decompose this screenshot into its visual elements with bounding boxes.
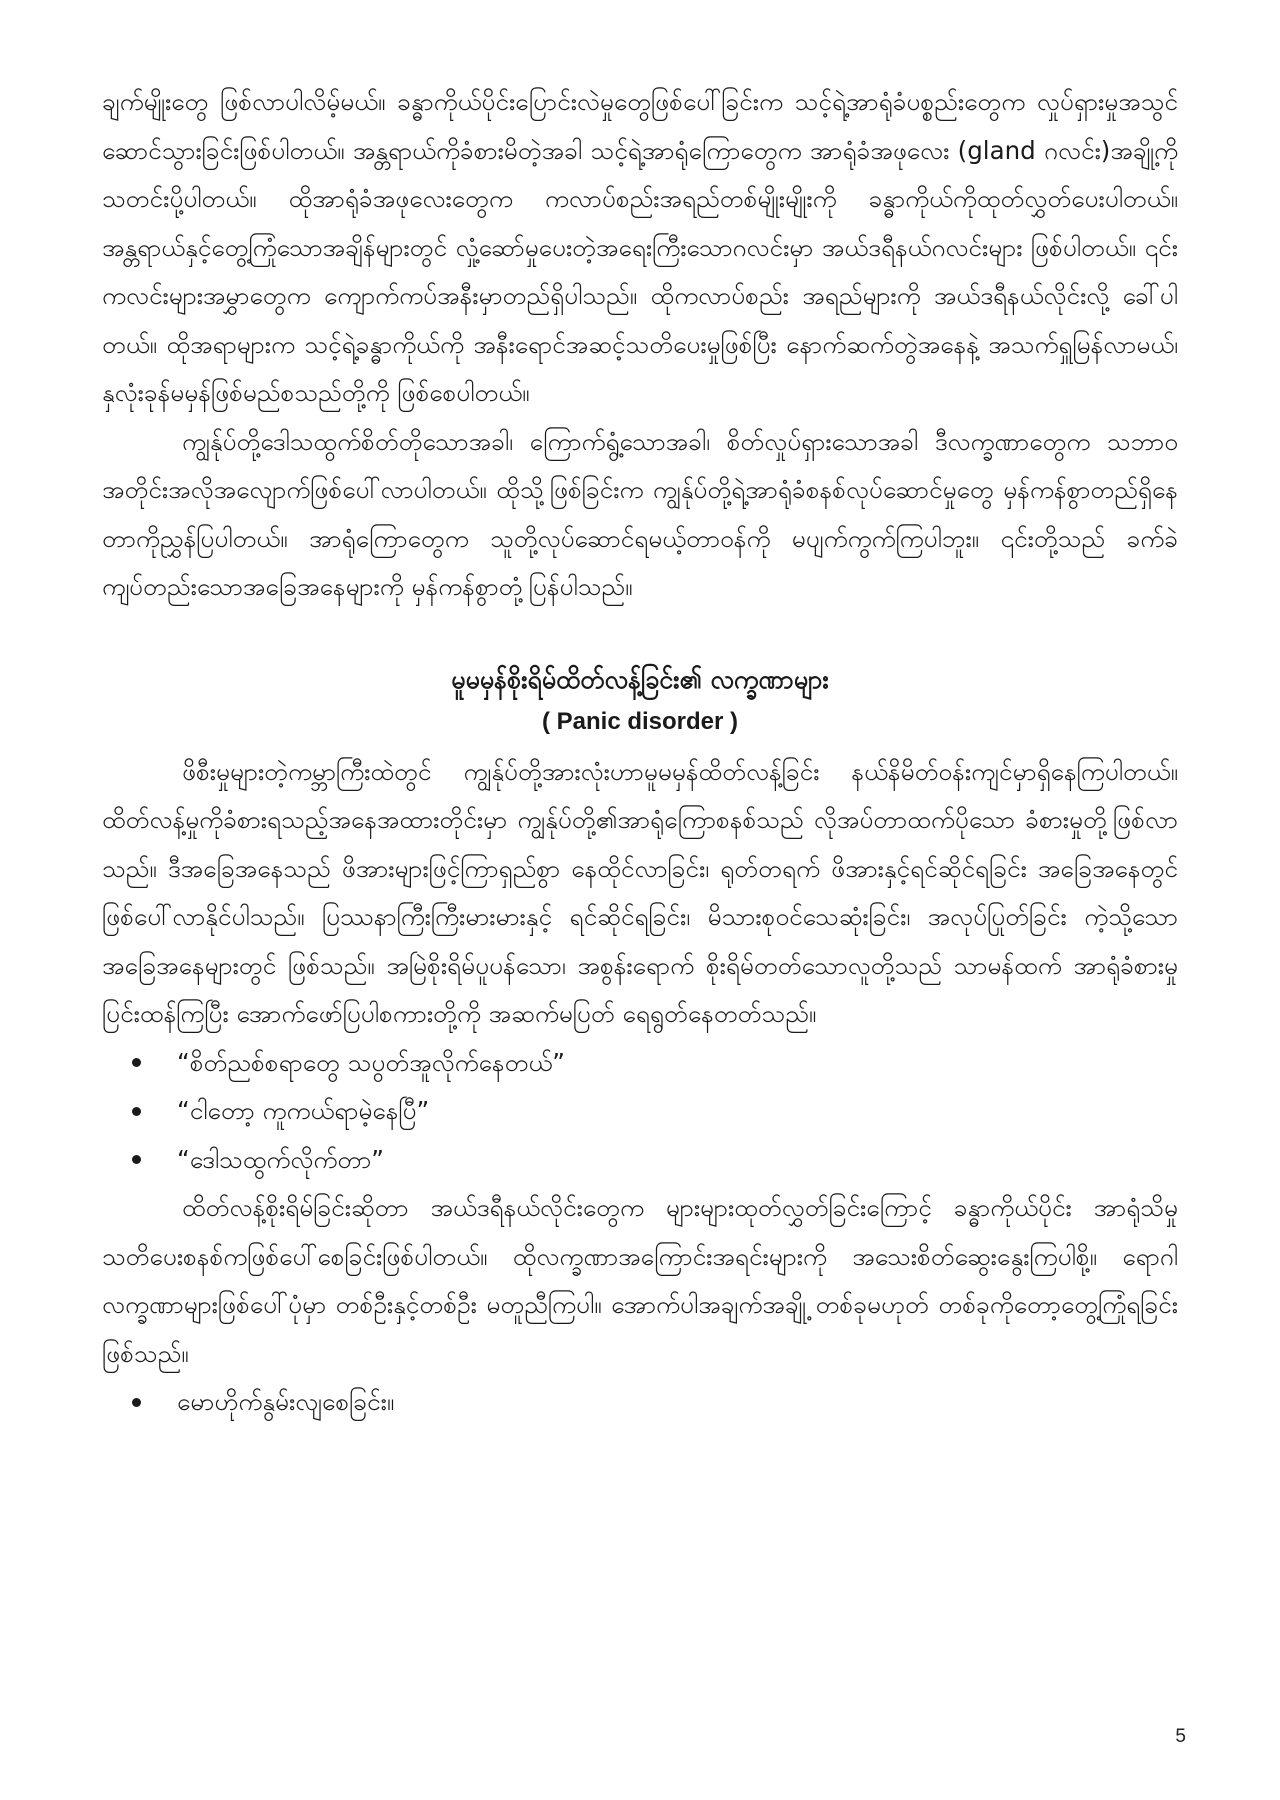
section-heading: မူမမှန်စိုးရိမ်ထိတ်လန့်ခြင်း၏ လက္ခဏာများ <box>451 664 829 694</box>
body-paragraph: ချက်မျိုးတွေ ဖြစ်လာပါလိမ့်မယ်။ ခန္ဓာကိုယ်ပိုင်းပြောင်းလဲမှုတွေဖြစ်ပေါ်ခြင်းက သင့်ရဲ့အာရုံခံပစ္စည်းတွေက လှုပ်ရှားမှုအသွင်ဆောင်သွားခြင်းဖြစ်ပါတယ်။ အန္တရာယ်ကိုခံစားမိတဲ့အခါ သင့်ရဲ့အာရုံကြောတွေက အာရုံခံအဖုလေး (gland ဂလင်း)အချို့ကို သတင်းပို့ပါတယ်။ ထိုအာရုံခံအဖုလေးတွေက ကလာပ်စည်းအရည်တစ်မျိုးမျိုးကို ခန္ဓာကိုယ်ကိုထုတ်လွှတ်ပေးပါတယ်။ အန္တရာယ်နှင့်တွေ့ကြုံသောအချိန်များတွင် လှုံ့ဆော်မှုပေးတဲ့အရေးကြီးသောဂလင်းမှာ အယ်ဒရီနယ်ဂလင်းများ ဖြစ်ပါတယ်။ ၎င်းကလင်းများအမွှာတွေက ကျောက်ကပ်အနီးမှာတည်ရှိပါသည်။ ထိုကလာပ်စည်း အရည်များကို အယ်ဒရီနယ်လိုင်းလို့ ခေါ်ပါတယ်။ ထိုအရာများက သင့်ရဲ့ခန္ဓာကိုယ်ကို အနီးရောင်အဆင့်သတိပေးမှုဖြစ်ပြီး နောက်ဆက်တွဲအနေနဲ့ အသက်ရှူမြန်လာမယ်၊ နှလုံးခုန်မမှန်ဖြစ်မည်စသည်တို့ကို ဖြစ်စေပါတယ်။ <box>102 87 1178 407</box>
bullet-icon <box>132 1155 141 1164</box>
bullet-item <box>132 1087 1178 1136</box>
bullet-text: မောဟိုက်နွမ်းလျစေခြင်း။ <box>177 1387 395 1416</box>
body-paragraph: ကျွန်ုပ်တို့ဒေါသထွက်စိတ်တိုသောအခါ၊ ကြောက်ရွံ့သောအခါ၊ စိတ်လှုပ်ရှားသောအခါ ဒီလက္ခဏာတွေက သဘာဝအတိုင်းအလိုအလျောက်ဖြစ်ပေါ်လာပါတယ်။ ထိုသို့ဖြစ်ခြင်းက ကျွန်ုပ်တို့ရဲ့အာရုံခံစနစ်လုပ်ဆောင်မှုတွေ မှန်ကန်စွာတည်ရှိနေတာကိုညွှန်ပြပါတယ်။ အာရုံကြောတွေက သူတို့လုပ်ဆောင်ရမယ့်တာဝန်ကို မပျက်ကွက်ကြပါဘူး။ ၎င်းတို့သည် ခက်ခဲကျပ်တည်းသောအခြေအနေများကို မှန်ကန်စွာတုံ့ပြန်ပါသည်။ <box>102 426 1178 601</box>
bullet-icon <box>132 1398 141 1407</box>
body-paragraph: ဖိစီးမှုများတဲ့ကမ္ဘာကြီးထဲတွင် ကျွန်ုပ်တို့အားလုံးဟာမူမမှန်ထိတ်လန့်ခြင်း နယ်နိမိတ်ဝန်းကျင်မှာရှိနေကြပါတယ်။ ထိတ်လန့်မှုကိုခံစားရသည့်အနေအထားတိုင်းမှာ ကျွန်ုပ်တို့၏အာရုံကြောစနစ်သည် လိုအပ်တာထက်ပိုသော ခံစားမှုတို့ဖြစ်လာသည်။ ဒီအခြေအနေသည် ဖိအားများဖြင့်ကြာရှည်စွာ နေထိုင်လာခြင်း၊ ရုတ်တရက် ဖိအားနှင့်ရင်ဆိုင်ရခြင်း အခြေအနေတွင်ဖြစ်ပေါ်လာနိုင်ပါသည်။ ပြဿနာကြီးကြီးမားမားနှင့် ရင်ဆိုင်ရခြင်း၊ မိသားစုဝင်သေဆုံးခြင်း၊ အလုပ်ပြုတ်ခြင်း ကဲ့သို့သောအခြေအနေများတွင် ဖြစ်သည်။ အမြဲစိုးရိမ်ပူပန်သော၊ အစွန်းရောက် စိုးရိမ်တတ်သောလူတို့သည် သာမန်ထက် အာရုံခံစားမှုပြင်းထန်ကြပြီး အောက်ဖော်ပြပါစကားတို့ကို အဆက်မပြတ် ရေရွတ်နေတတ်သည်။ <box>102 756 1178 1028</box>
bullet-item <box>132 1378 1178 1427</box>
section-spacer <box>102 612 1178 658</box>
body-paragraph: ထိတ်လန့်စိုးရိမ်ခြင်းဆိုတာ အယ်ဒရီနယ်လိုင်းတွေက များများထုတ်လွှတ်ခြင်းကြောင့် ခန္ဓာကိုယ်ပိုင်း အာရုံသိမှုသတိပေးစနစ်ကဖြစ်ပေါ်စေခြင်းဖြစ်ပါတယ်။ ထိုလက္ခဏာအကြောင်းအရင်းများကို အသေးစိတ်ဆွေးနွေးကြပါစို့။ ရောဂါလက္ခဏာများဖြစ်ပေါ်ပုံမှာ တစ်ဦးနှင့်တစ်ဦး မတူညီကြပါ။ အောက်ပါအချက်အချို့ တစ်ခုမဟုတ် တစ်ခုကိုတော့တွေ့ကြုံရခြင်း ဖြစ်သည်။ <box>102 1193 1178 1368</box>
document-page <box>102 78 1178 1427</box>
bullet-item <box>132 1039 1178 1088</box>
bullet-item <box>132 1136 1178 1185</box>
bullet-list <box>102 1039 1178 1185</box>
bullet-icon <box>132 1058 141 1067</box>
bullet-list <box>102 1378 1178 1427</box>
page-number: 5 <box>1175 1726 1186 1747</box>
section-subheading: ( Panic disorder ) <box>541 707 739 735</box>
bullet-text: “စိတ်ညစ်စရာတွေ သပွတ်အူလိုက်နေတယ်” <box>177 1047 565 1077</box>
bullet-icon <box>132 1107 141 1116</box>
bullet-text: “ငါတော့ ကူကယ်ရာမဲ့နေပြီ” <box>177 1096 430 1125</box>
bullet-text: “ဒေါသထွက်လိုက်တာ” <box>177 1144 384 1174</box>
